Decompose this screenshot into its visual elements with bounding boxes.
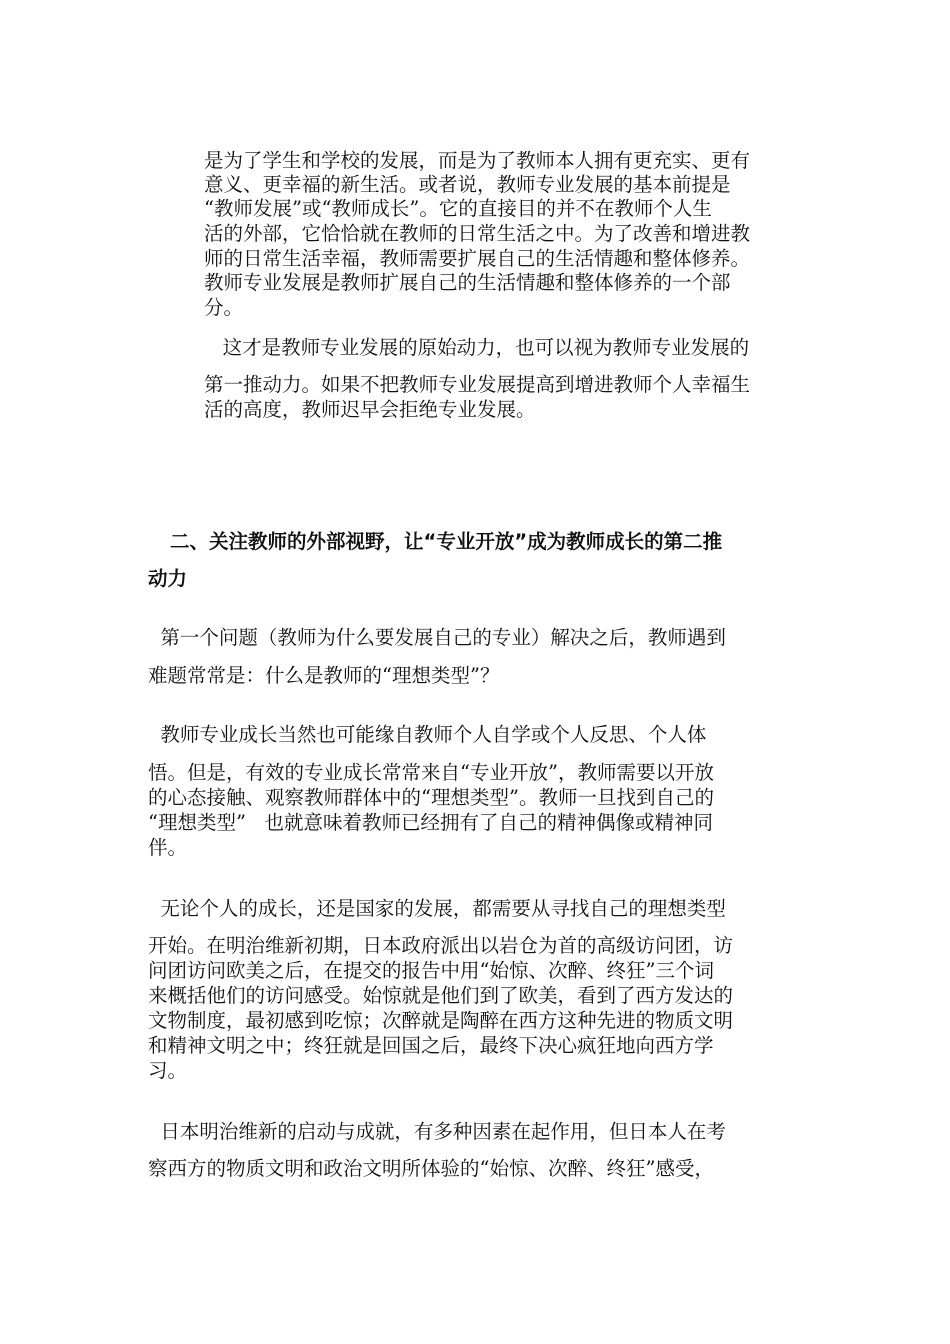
text-line: 活的外部，它恰恰就在教师的日常生活之中。为了改善和增进教 — [204, 222, 751, 245]
text-line: 来概括他们的访问感受。始惊就是他们到了欧美，看到了西方发达的 — [148, 984, 734, 1007]
text-line: 习。 — [148, 1059, 188, 1082]
text-line: 和精神文明之中；终狂就是回国之后，最终下决心疯狂地向西方学 — [148, 1034, 714, 1057]
text-line: “教师发展”或“教师成长”。它的直接目的并不在教师个人生 — [204, 197, 712, 220]
text-line: 的心态接触、观察教师群体中的“理想类型”。教师一旦找到自己的 — [148, 786, 714, 809]
text-line: 意义、更幸福的新生活。或者说，教师专业发展的基本前提是 — [204, 173, 731, 196]
text-line: 教师专业发展是教师扩展自己的生活情趣和整体修养的一个部 — [204, 271, 731, 294]
text-line: 师的日常生活幸福，教师需要扩展自己的生活情趣和整体修养。 — [204, 247, 751, 270]
text-line: 悟。但是，有效的专业成长常常来自“专业开放”，教师需要以开放 — [148, 761, 714, 784]
text-line: 文物制度，最初感到吃惊；次醉就是陶醉在西方这种先进的物质文明 — [148, 1009, 734, 1032]
text-line: 这才是教师专业发展的原始动力，也可以视为教师专业发展的 — [204, 336, 750, 359]
text-line: 开始。在明治维新初期，日本政府派出以岩仓为首的高级访问团，访 — [148, 934, 734, 957]
text-line: 无论个人的成长，还是国家的发展，都需要从寻找自己的理想类型 — [148, 897, 726, 920]
heading-line: 二、关注教师的外部视野，让“专业开放”成为教师成长的第二推 — [170, 530, 723, 553]
text-line: “理想类型” 也就意味着教师已经拥有了自己的精神偶像或精神同 — [148, 811, 714, 834]
text-line: 难题常常是：什么是教师的“理想类型”？ — [148, 664, 500, 687]
text-line: 日本明治维新的启动与成就，有多种因素在起作用，但日本人在考 — [148, 1120, 726, 1143]
text-line: 察西方的物质文明和政治文明所体验的“始惊、次醉、终狂”感受， — [148, 1157, 714, 1180]
text-line: 第一个问题（教师为什么要发展自己的专业）解决之后，教师遇到 — [148, 626, 726, 649]
text-line: 教师专业成长当然也可能缘自教师个人自学或个人反思、个人体 — [148, 723, 707, 746]
heading-line: 动力 — [148, 567, 188, 590]
text-line: 分。 — [204, 296, 244, 319]
text-line: 伴。 — [148, 836, 188, 859]
text-line: 活的高度，教师迟早会拒绝专业发展。 — [204, 398, 536, 421]
text-line: 是为了学生和学校的发展，而是为了教师本人拥有更充实、更有 — [204, 149, 751, 172]
text-line: 问团访问欧美之后，在提交的报告中用“始惊、次醉、终狂”三个词 — [148, 959, 714, 982]
text-line: 第一推动力。如果不把教师专业发展提高到增进教师个人幸福生 — [204, 373, 751, 396]
